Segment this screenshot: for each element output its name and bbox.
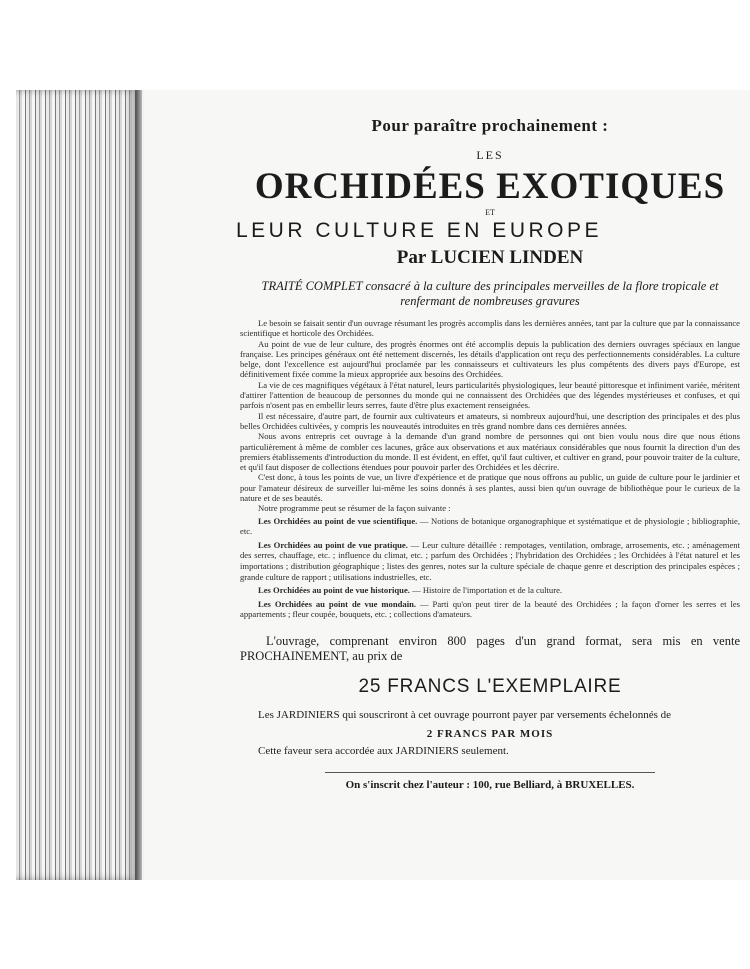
subscription-address: On s'inscrit chez l'auteur : 100, rue Belliard, à BRUXELLES.	[345, 778, 635, 791]
title-conjunction: ET	[485, 208, 495, 217]
program-sections	[240, 516, 740, 620]
program-item	[240, 516, 740, 537]
announcement-headline: Pour paraître prochainement :	[371, 116, 609, 135]
scanned-page	[16, 90, 750, 880]
offer-note: Cette faveur sera accordée aux JARDINIERS seulement.	[258, 744, 509, 757]
program-item-lead: Les Orchidées au point de vue mondain.	[258, 598, 417, 609]
program-item-text: — Histoire de l'importation et de la culture.	[409, 585, 563, 596]
program-item	[240, 585, 740, 596]
body-paragraph: Notre programme peut se résumer de la façon suivante :	[258, 503, 451, 514]
publication-sentence: L'ouvrage, comprenant environ 800 pages d'un grand format, sera mis en vente PROCHAINEMENT, au prix de	[240, 633, 740, 663]
body-paragraph: Nous avons entrepris cet ouvrage à la demande d'un grand nombre de personnes qui ont bien voulu nous dire que nous étions particulièrement à même de combler ces lacunes, grâce aux observations et aux matériaux considérables que nous fournit la direction d'un des premiers établissements d'introduction du monde. Il est évident, en effet, qu'il faut cultiver, et cultiver en grand, pour pouvoir traiter de la culture, et qu'il faut disposer de collections étendues pour pouvoir parler des Orchidées et les décrire.	[240, 431, 740, 473]
price: 25 FRANCS L'EXEMPLAIRE	[358, 675, 622, 697]
spine-shadow	[136, 90, 142, 880]
book-author: Par LUCIEN LINDEN	[396, 247, 584, 268]
body-paragraph: Il est nécessaire, d'autre part, de fournir aux cultivateurs et amateurs, si nombreux aujourd'hui, une description des principales et des plus belles Orchidées cultivées, y compris les nouveautés introduites en très grand nombre dans ces dernières années.	[240, 410, 740, 431]
program-item-text: — Parti qu'on peut tirer de la beauté des Orchidées ; la façon d'orner les serres et les appartements ; fleur coupée, bouquets, etc. ; collections d'amateurs.	[240, 598, 741, 620]
book-title: ORCHIDÉES EXOTIQUES	[254, 166, 726, 207]
book-spine	[16, 90, 138, 880]
body-paragraph: C'est donc, à tous les points de vue, un livre d'expérience et de pratique que nous offrons au public, un guide de culture pour le jardinier et pour l'amateur désireux de surveiller lui-même les soins donnés à ses plantes, aussi bien qu'un ouvrage de bibliothèque pour le curieux de la nature et de ses beautés.	[240, 472, 740, 504]
body-paragraph: Le besoin se faisait sentir d'un ouvrage résumant les progrès accomplis dans les dernières années, tant par la culture que par la connaissance scientifique et horticole des Orchidées.	[240, 318, 740, 339]
title-article: LES	[476, 148, 504, 162]
description-body	[240, 318, 740, 514]
advertisement	[236, 116, 741, 791]
program-item	[240, 599, 740, 620]
program-item-lead: Les Orchidées au point de vue historique.	[258, 585, 410, 596]
body-paragraph: Au point de vue de leur culture, des progrès énormes ont été accomplis depuis la publication des derniers ouvrages spéciaux en langue française. Les principes généraux ont été nettement discernés, les détails d'application ont reçu des perfectionnements considérables. La culture belge, dont l'excellence est aujourd'hui proclamée par les connaisseurs et cultivateurs les plus compétents des divers pays d'Europe, est définitivement fixée comme la mieux appropriée aux besoins des Orchidées.	[240, 338, 740, 380]
gardeners-offer: Les JARDINIERS qui souscriront à cet ouvrage pourront payer par versements échelonnés de	[258, 708, 671, 721]
program-item-lead: Les Orchidées au point de vue scientifique.	[258, 515, 418, 526]
program-item	[240, 540, 740, 582]
program-item-lead: Les Orchidées au point de vue pratique.	[258, 539, 408, 550]
program-item-text: — Notions de botanique organographique et systématique et de physiologie ; bibliographie, etc.	[240, 515, 741, 537]
monthly-payment: 2 FRANCS PAR MOIS	[426, 727, 554, 740]
book-subtitle: LEUR CULTURE EN EUROPE	[236, 219, 602, 242]
program-item-text: — Leur culture détaillée : rempotages, ventilation, ombrage, arrosements, etc. ; aménagement des serres, chauffage, etc. ; influence du climat, etc. ; parfum des Orchidées ; l'hybridation des Orchidées ; les Orchidées à l'état naturel et les importations ; distribution géographique ; listes des genres, notes sur la culture spéciale de chaque genre et description des principales espèces ; grande culture de rapport ; utilisations industrielles, etc.	[240, 539, 740, 582]
advertisement-page	[144, 90, 750, 880]
book-tagline: TRAITÉ COMPLET consacré à la culture des principales merveilles de la flore tropicale et renfermant de nombreuses gravures	[261, 279, 719, 308]
divider	[325, 772, 655, 773]
body-paragraph: La vie de ces magnifiques végétaux à l'état naturel, leurs particularités physiologiques, leur beauté pittoresque et infiniment variée, méritent d'attirer l'attention de beaucoup de personnes du monde qui ne connaissent des Orchidées que des légendes mystérieuses et confuses, et qui parfois n'osent pas en embellir leurs serres, faute d'être plus exactement renseignées.	[240, 379, 740, 411]
